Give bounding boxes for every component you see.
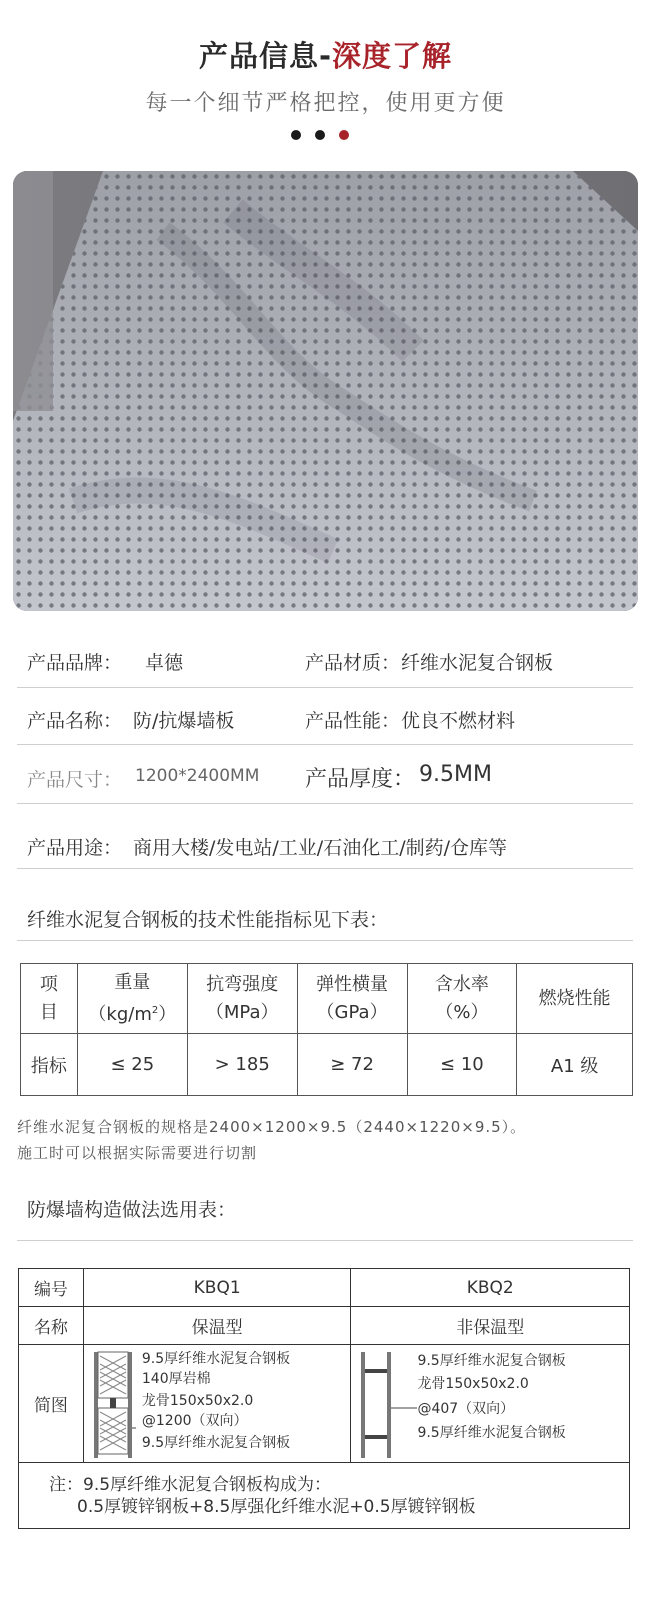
product-photo (13, 171, 638, 611)
header-bend-line2: （MPa） (205, 1001, 279, 1023)
size-value: 1200*2400MM (135, 766, 260, 786)
spec-table (20, 963, 633, 1096)
thickness-value: 9.5MM (419, 762, 492, 787)
performance-label: 产品性能： (305, 710, 401, 732)
header-elastic-line2: （GPa） (316, 1001, 388, 1023)
value-water: ≤ 10 (407, 1034, 517, 1096)
size-label: 产品尺寸： (27, 769, 123, 791)
spec-header-row (21, 964, 633, 1034)
info-row-usage (17, 823, 633, 869)
info-row-name (17, 697, 633, 745)
usage-value: 商用大楼/发电站/工业/石油化工/制药/仓库等 (133, 837, 508, 859)
header-weight-line1: 重量 (114, 971, 151, 993)
material-value: 纤维水泥复合钢板 (401, 652, 554, 674)
header-item-line1: 项 (39, 973, 58, 995)
cell-name1: 保温型 (83, 1307, 351, 1345)
value-weight: ≤ 25 (77, 1034, 187, 1096)
diagram-kbq2 (351, 1346, 629, 1462)
d1-line2: 140厚岩棉 (141, 1370, 211, 1387)
note-line1: 注：9.5厚纤维水泥复合钢板构成为： (49, 1474, 332, 1495)
kbq-row-number (19, 1269, 630, 1307)
note-line2: 0.5厚镀锌钢板+8.5厚强化纤维水泥+0.5厚镀锌钢板 (77, 1496, 476, 1517)
spec-note-line2: 施工时可以根据实际需要进行切割 (17, 1144, 258, 1162)
d1-line5: 9.5厚纤维水泥复合钢板 (141, 1434, 291, 1451)
header-bend (187, 964, 297, 1034)
header-fire: 燃烧性能 (517, 964, 633, 1034)
header-water-line2: （%） (435, 1001, 489, 1023)
d2-line2: 龙骨150x50x2.0 (417, 1375, 529, 1392)
brand-label: 产品品牌： (27, 652, 123, 674)
value-elastic: ≥ 72 (297, 1034, 407, 1096)
title-accent: 深度了解 (332, 39, 453, 73)
header-elastic-line1: 弹性横量 (316, 973, 389, 995)
page-subtitle: 每一个细节严格把控，使用更方便 (145, 91, 506, 116)
cell-name-label: 名称 (19, 1307, 84, 1345)
performance-value: 优良不燃材料 (401, 710, 516, 732)
cell-number-label: 编号 (19, 1269, 84, 1307)
cell-diagram-label: 简图 (19, 1345, 84, 1463)
header-water (407, 964, 517, 1034)
usage-label: 产品用途： (27, 837, 123, 859)
header-elastic (297, 964, 407, 1034)
d2-line1: 9.5厚纤维水泥复合钢板 (417, 1352, 566, 1369)
cell-diagram2 (351, 1345, 630, 1463)
header-item (21, 964, 78, 1034)
d2-line4: 9.5厚纤维水泥复合钢板 (417, 1424, 566, 1441)
spec-note-line1: 纤维水泥复合钢板的规格是2400×1200×9.5（2440×1220×9.5）。 (17, 1118, 527, 1136)
info-row-brand (17, 640, 633, 688)
kbq-row-name (19, 1307, 630, 1345)
header-water-line1: 含水率 (434, 973, 489, 995)
kbq-row-note (19, 1463, 630, 1529)
material-label: 产品材质： (305, 652, 401, 674)
value-bend: > 185 (187, 1034, 297, 1096)
cell-name2: 非保温型 (351, 1307, 630, 1345)
header-weight (77, 964, 187, 1034)
spec-intro: 纤维水泥复合钢板的技术性能指标见下表： (17, 897, 633, 941)
value-fire: A1 级 (517, 1034, 633, 1096)
construction-table (18, 1268, 630, 1529)
cell-kbq2: KBQ2 (351, 1269, 630, 1307)
page-title (0, 34, 651, 75)
header-weight-close: ） (158, 1003, 177, 1025)
dot-icon (339, 130, 349, 140)
d1-line3: 龙骨150x50x2.0 (141, 1392, 254, 1409)
name-value: 防/抗爆墙板 (133, 710, 235, 732)
construct-title: 防爆墙构造做法选用表： (17, 1195, 633, 1241)
kbq-row-diagram (19, 1345, 630, 1463)
brand-value: 卓德 (145, 652, 184, 674)
perforated-board-image (13, 171, 638, 611)
d1-line4: @1200（双向） (141, 1412, 248, 1429)
decorative-dots (291, 130, 361, 142)
d2-line3: @407（双向） (417, 1400, 515, 1417)
name-label: 产品名称： (27, 710, 123, 732)
cell-note (19, 1463, 630, 1529)
wall-section-plain-icon (357, 1350, 417, 1460)
diagram-kbq1 (84, 1346, 351, 1462)
header-bend-line1: 抗弯强度 (206, 973, 279, 995)
cell-kbq1: KBQ1 (83, 1269, 351, 1307)
header-item-line2: 目 (39, 1001, 58, 1023)
d1-line1: 9.5厚纤维水泥复合钢板 (141, 1350, 291, 1367)
page-header (0, 0, 651, 160)
dot-icon (315, 130, 325, 140)
info-row-size (17, 756, 633, 804)
cell-diagram1 (83, 1345, 351, 1463)
header-weight-sup: 2 (151, 1004, 159, 1016)
wall-section-insulated-icon (90, 1350, 136, 1460)
title-main: 产品信息- (198, 39, 333, 73)
spec-note (17, 1114, 637, 1166)
header-weight-unit: （kg/m (88, 1003, 152, 1025)
row-label: 指标 (21, 1034, 78, 1096)
spec-value-row (21, 1034, 633, 1096)
dot-icon (291, 130, 301, 140)
thickness-label: 产品厚度： (305, 767, 416, 792)
